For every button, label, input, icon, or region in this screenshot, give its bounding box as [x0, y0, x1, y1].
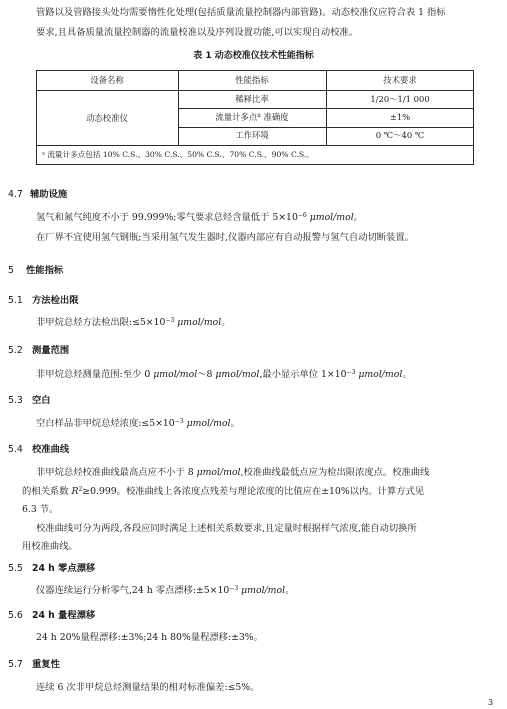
section-heading-4-7: 4.7 辅助设施	[8, 189, 68, 200]
s5-7-text: 连续 6 次非甲烷总烃测量结果的相对标准偏差:≤5%。	[36, 682, 260, 693]
requirement-cell-dilution: 1/20～1/1 000	[370, 94, 430, 104]
section-heading-5-7: 5.7 重复性	[8, 659, 60, 670]
section-heading-5-2: 5.2 测量范围	[8, 345, 70, 356]
section-heading-5-5: 5.5 24 h 零点漂移	[8, 563, 96, 574]
s5-1-text: 非甲烷总烃方法检出限$:\le 5\times 10^{-3}$ μmol/mol。	[36, 317, 231, 328]
s5-4-paragraph-1-line-3: 6.3 节。	[22, 504, 59, 515]
header-metric: 性能指标	[235, 75, 269, 85]
table-top-rule	[36, 70, 474, 71]
s5-2-text: 非甲烷总烃测量范围:至少 0 μmol/mol～8 μmol/mol,最小显示单位 $1\times 10^{-3}$ μmol/mol。	[36, 369, 412, 380]
requirement-cell-accuracy: ±1%	[389, 112, 411, 122]
requirement-cell-environment: 0 ℃～40 ℃	[375, 130, 425, 140]
device-name-cell: 动态校准仪	[86, 113, 128, 123]
table-body-rule	[36, 145, 474, 146]
s5-4-paragraph-2-line-2: 用校准曲线。	[22, 541, 78, 552]
header-requirement: 技术要求	[383, 75, 417, 85]
table-bottom-rule	[36, 164, 474, 165]
s5-3-text: 空白样品非甲烷总烃浓度$:\le 5\times 10^{-3}$ μmol/mol。	[36, 418, 240, 429]
metric-cell-environment: 工作环境	[235, 130, 269, 140]
intro-line-1: 管路以及管路接头处均需要惰性化处理(包括质量流量控制器内部管路)。动态校准仪应符合表 1 指标	[36, 7, 446, 18]
header-device-name: 设备名称	[90, 75, 124, 85]
page-number: 3	[488, 698, 494, 707]
table-header-rule	[36, 90, 474, 91]
section-heading-5-3: 5.3 空白	[8, 395, 51, 406]
s5-5-text: 仪器连续运行分析零气,24 h 零点漂移$:\pm 5\times 10^{-3}$ μmol/mol。	[36, 585, 295, 596]
s5-6-text: 24 h 20%量程漂移:±3%;24 h 80%量程漂移:±3%。	[36, 632, 263, 643]
metric-cell-dilution: 稀释比率	[235, 94, 269, 104]
section-heading-5-4: 5.4 校准曲线	[8, 444, 70, 455]
table-footnote: ᵃ 流量计多点包括 10% C.S.、30% C.S.、50% C.S.、70% C.S.、90% C.S.。	[42, 150, 314, 159]
metric-cell-accuracy: 流量计多点$^a$ 准确度	[215, 112, 289, 122]
s4-7-paragraph-2: 在厂界不宜使用氢气钢瓶;当采用氢气发生器时,仪器内部应有自动报警与氢气自动切断装置。	[36, 232, 414, 243]
table-caption: 表 1 动态校准仪技术性能指标	[193, 51, 314, 61]
section-heading-5-6: 5.6 24 h 量程漂移	[8, 610, 96, 621]
s5-4-paragraph-1-line-1: 非甲烷总烃校准曲线最高点应不小于 8 μmol/mol,校准曲线最低点应为检出限浓度点。校准曲线	[36, 467, 430, 478]
intro-line-2: 要求,且具备质量流量控制器的流量校准以及序列设置功能,可以实现自动校准。	[36, 27, 359, 38]
s5-4-paragraph-2-line-1: 校准曲线可分为两段,各段应同时满足上述相关系数要求,且定量时根据样气浓度,能自动切换所	[36, 523, 417, 534]
s5-4-paragraph-1-line-2: 的相关系数 $R^2\ge 0.999$。校准曲线上各浓度点残差与理论浓度的比值应在±10%以内。计算方式见	[22, 486, 425, 497]
section-heading-5-1: 5.1 方法检出限	[8, 295, 79, 306]
s4-7-paragraph-1: 氢气和氮气纯度不小于 99.999%;零气要求总烃含量低于 $5\times 10^{-6}$ μmol/mol。	[36, 212, 363, 223]
section-heading-5: 5 性能指标	[8, 265, 64, 276]
